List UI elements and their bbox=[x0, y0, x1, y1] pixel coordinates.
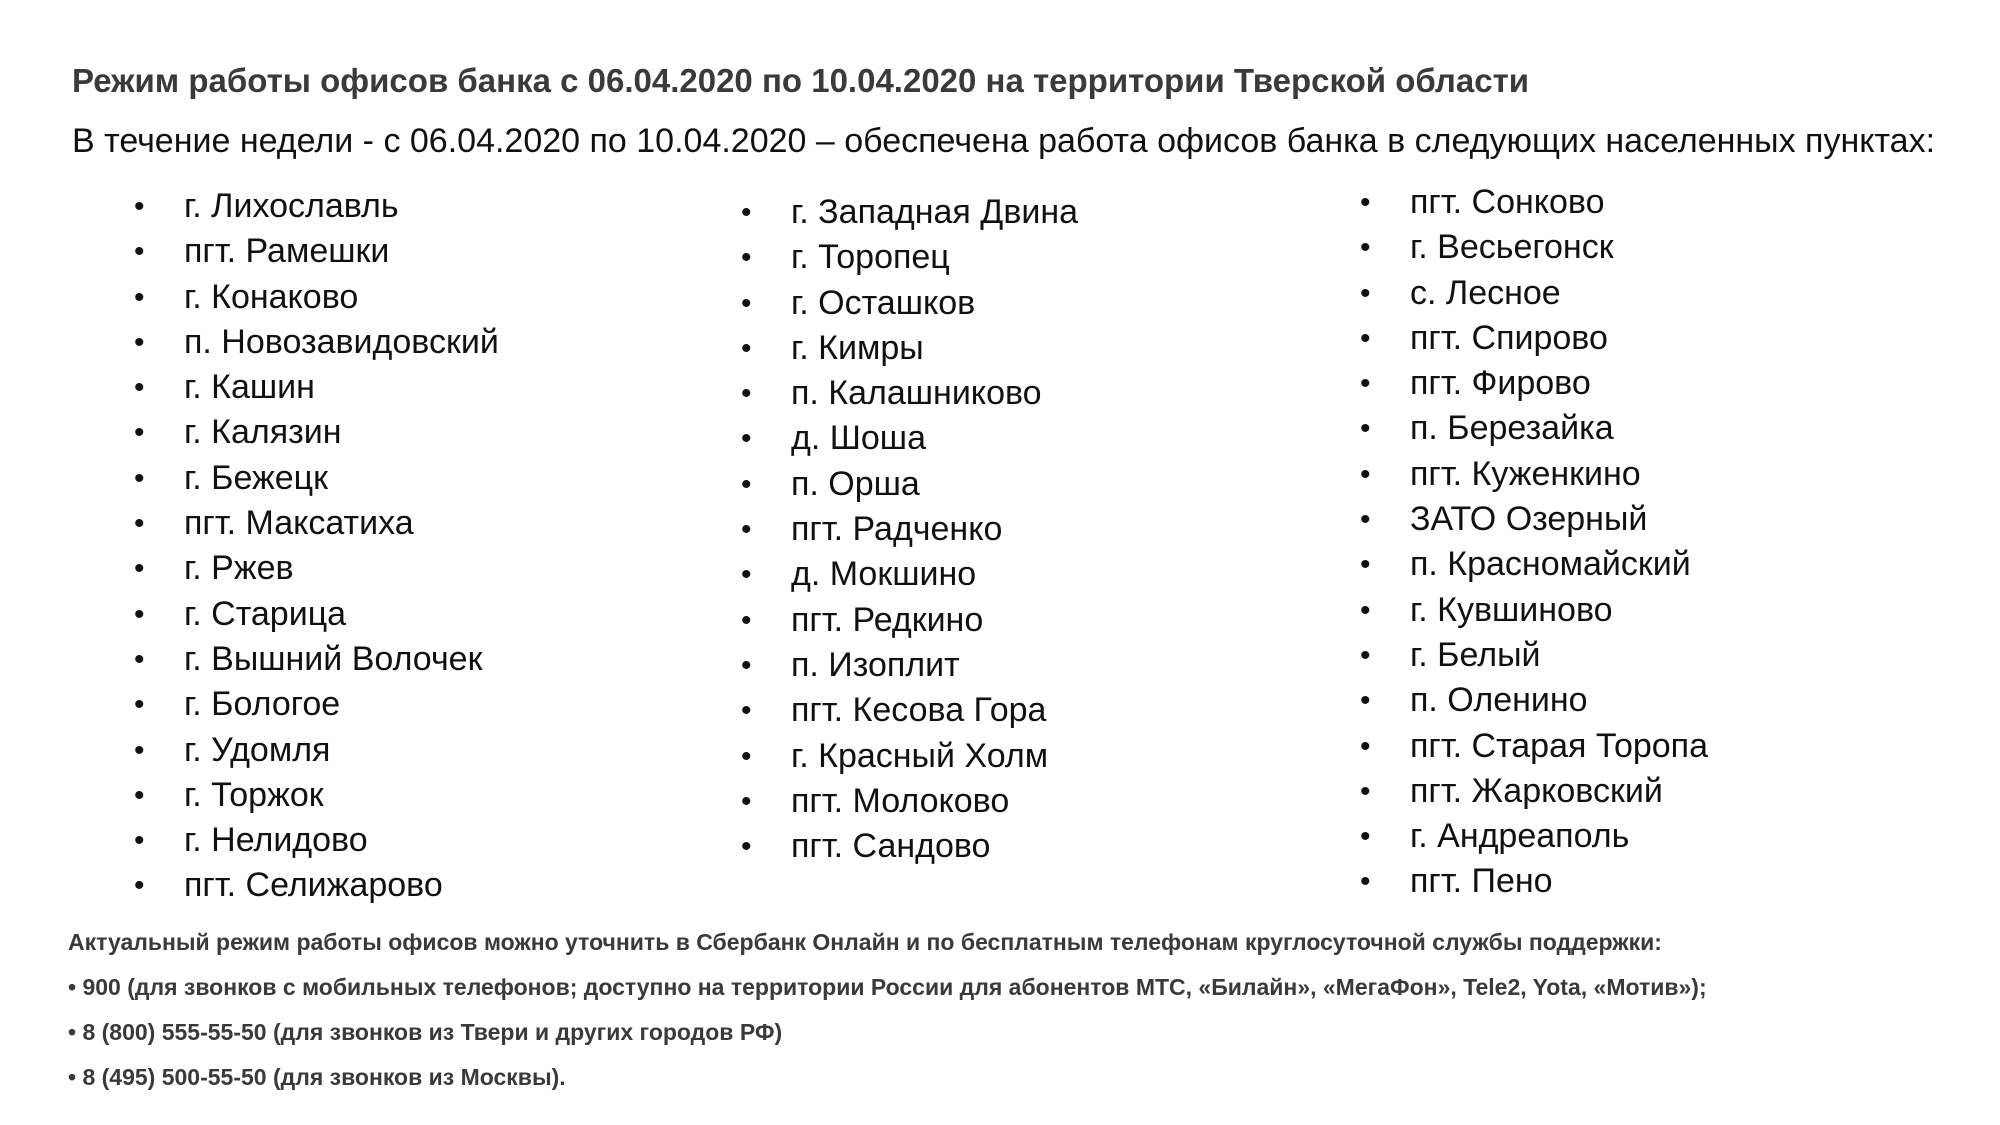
settlement-name: д. Мокшино bbox=[791, 555, 977, 594]
bullet-icon: • bbox=[134, 461, 145, 495]
list-item bbox=[741, 824, 1078, 869]
list-item bbox=[1360, 406, 1708, 451]
list-item bbox=[1360, 452, 1708, 497]
support-phone-900: • 900 (для звонков с мобильных телефонов; доступно на территории России для абонентов МТС, «Билайн», «МегаФон», Tele2, Yota, «Мотив»); bbox=[68, 974, 1707, 1000]
page-title: Режим работы офисов банка с 06.04.2020 по 10.04.2020 на территории Тверской области bbox=[72, 62, 1530, 99]
list-item bbox=[1360, 542, 1708, 587]
list-item bbox=[1360, 271, 1708, 316]
list-item bbox=[134, 773, 499, 818]
list-item bbox=[1360, 633, 1708, 678]
support-info bbox=[68, 924, 1707, 1104]
settlement-name: пгт. Сонково bbox=[1410, 183, 1605, 221]
settlement-name: г. Западная Двина bbox=[791, 193, 1079, 231]
list-item bbox=[1360, 361, 1708, 406]
settlement-name: пгт. Фирово bbox=[1410, 364, 1591, 403]
settlement-name: г. Нелидово bbox=[184, 821, 368, 860]
settlement-name: пгт. Куженкино bbox=[1410, 454, 1641, 493]
list-item bbox=[1360, 497, 1708, 542]
support-info-intro: Актуальный режим работы офисов можно уточнить в Сбербанк Онлайн и по бесплатным телефонам круглосуточной службы поддержки: bbox=[68, 929, 1662, 955]
settlement-name: г. Торжок bbox=[184, 775, 324, 814]
bullet-icon: • bbox=[741, 331, 752, 365]
bullet-icon: • bbox=[741, 603, 752, 637]
list-item bbox=[1360, 769, 1708, 814]
settlement-name: пгт. Рамешки bbox=[184, 232, 390, 271]
settlement-name: г. Старица bbox=[184, 594, 347, 633]
bullet-icon: • bbox=[134, 416, 145, 450]
settlement-name: г. Кимры bbox=[791, 328, 924, 367]
bullet-icon: • bbox=[1360, 231, 1371, 265]
settlement-name: пгт. Максатиха bbox=[184, 504, 414, 543]
bullet-icon: • bbox=[741, 513, 752, 547]
bullet-icon: • bbox=[741, 648, 752, 682]
bullet-icon: • bbox=[1360, 820, 1371, 854]
list-item bbox=[741, 326, 1078, 371]
list-item bbox=[741, 416, 1078, 461]
settlement-name: г. Вышний Волочек bbox=[184, 639, 483, 678]
list-item bbox=[741, 552, 1078, 597]
bullet-icon: • bbox=[741, 694, 752, 728]
bullet-icon: • bbox=[741, 784, 752, 818]
list-item bbox=[134, 410, 499, 455]
settlement-name: г. Весьегонск bbox=[1410, 228, 1614, 267]
settlement-name: пгт. Жарковский bbox=[1410, 771, 1663, 810]
bullet-icon: • bbox=[134, 280, 145, 314]
list-item bbox=[741, 371, 1078, 416]
list-item bbox=[134, 229, 499, 274]
settlement-name: п. Калашниково bbox=[791, 374, 1042, 413]
bullet-icon: • bbox=[741, 241, 752, 275]
list-item bbox=[741, 462, 1078, 507]
settlement-name: пгт. Радченко bbox=[791, 510, 1003, 549]
list-item bbox=[1360, 180, 1708, 225]
settlement-name: г. Белый bbox=[1410, 635, 1541, 674]
support-phone-8800: • 8 (800) 555-55-50 (для звонков из Твери и других городов РФ) bbox=[68, 1019, 783, 1045]
list-item bbox=[741, 643, 1078, 688]
bullet-icon: • bbox=[1360, 593, 1371, 627]
list-item bbox=[1360, 814, 1708, 859]
list-item bbox=[134, 592, 499, 637]
settlements-column-2 bbox=[741, 190, 1078, 869]
bullet-icon: • bbox=[1360, 367, 1371, 401]
list-item bbox=[741, 688, 1078, 733]
bullet-icon: • bbox=[134, 235, 145, 269]
settlement-name: пгт. Сандово bbox=[791, 827, 991, 866]
settlement-name: п. Новозавидовский bbox=[184, 322, 499, 361]
settlement-name: пгт. Молоково bbox=[791, 781, 1010, 820]
list-item bbox=[741, 507, 1078, 552]
bullet-icon: • bbox=[1360, 684, 1371, 718]
settlement-name: п. Красномайский bbox=[1410, 545, 1691, 584]
list-item bbox=[134, 637, 499, 682]
settlement-name: г. Лихославль bbox=[184, 187, 399, 225]
settlement-name: пгт. Редкино bbox=[791, 600, 984, 639]
settlements-column-3 bbox=[1360, 180, 1708, 905]
list-item bbox=[134, 818, 499, 863]
bullet-icon: • bbox=[741, 739, 752, 773]
bullet-icon: • bbox=[134, 824, 145, 858]
list-item bbox=[741, 779, 1078, 824]
bullet-icon: • bbox=[134, 642, 145, 676]
bullet-icon: • bbox=[1360, 774, 1371, 808]
list-item bbox=[1360, 678, 1708, 723]
list-item bbox=[741, 235, 1078, 280]
settlement-name: пгт. Пено bbox=[1410, 862, 1553, 901]
bullet-icon: • bbox=[134, 597, 145, 631]
list-item bbox=[1360, 588, 1708, 633]
bullet-icon: • bbox=[741, 422, 752, 456]
bullet-icon: • bbox=[1360, 276, 1371, 310]
bullet-icon: • bbox=[1360, 186, 1371, 219]
list-item bbox=[741, 598, 1078, 643]
settlement-name: пгт. Селижарово bbox=[184, 866, 443, 905]
list-item bbox=[134, 456, 499, 501]
settlement-name: п. Орша bbox=[791, 464, 920, 503]
list-item bbox=[134, 728, 499, 773]
list-item bbox=[1360, 316, 1708, 361]
bullet-icon: • bbox=[134, 552, 145, 586]
bullet-icon: • bbox=[741, 377, 752, 411]
settlement-name: пгт. Кесова Гора bbox=[791, 691, 1047, 730]
bullet-icon: • bbox=[134, 371, 145, 405]
list-item bbox=[741, 734, 1078, 779]
list-item bbox=[1360, 724, 1708, 769]
settlement-name: п. Березайка bbox=[1410, 409, 1614, 448]
settlement-name: г. Красный Холм bbox=[791, 736, 1049, 775]
settlement-name: ЗАТО Озерный bbox=[1410, 500, 1648, 539]
settlement-name: г. Кувшиново bbox=[1410, 590, 1613, 629]
list-item bbox=[134, 682, 499, 727]
settlement-name: г. Бологое bbox=[184, 685, 341, 724]
settlement-name: г. Осташков bbox=[791, 283, 976, 322]
list-item bbox=[741, 281, 1078, 326]
bullet-icon: • bbox=[741, 830, 752, 864]
bullet-icon: • bbox=[741, 558, 752, 592]
bullet-icon: • bbox=[134, 778, 145, 812]
list-item bbox=[741, 190, 1078, 235]
settlement-name: г. Кашин bbox=[184, 368, 315, 407]
bullet-icon: • bbox=[1360, 321, 1371, 355]
list-item bbox=[134, 275, 499, 320]
settlement-name: г. Ржев bbox=[184, 549, 294, 588]
bullet-icon: • bbox=[741, 467, 752, 501]
settlement-name: с. Лесное bbox=[1410, 273, 1561, 312]
settlement-name: п. Оленино bbox=[1410, 681, 1588, 720]
list-item bbox=[134, 546, 499, 591]
bullet-icon: • bbox=[741, 286, 752, 320]
list-item bbox=[134, 863, 499, 908]
bullet-icon: • bbox=[1360, 412, 1371, 446]
bullet-icon: • bbox=[1360, 503, 1371, 537]
bullet-icon: • bbox=[741, 196, 752, 229]
bullet-icon: • bbox=[134, 688, 145, 722]
list-item bbox=[134, 184, 499, 229]
settlement-name: г. Бежецк bbox=[184, 458, 328, 497]
settlement-name: г. Удомля bbox=[184, 730, 331, 769]
bullet-icon: • bbox=[134, 325, 145, 359]
support-phone-8495: • 8 (495) 500-55-50 (для звонков из Москвы). bbox=[68, 1064, 566, 1090]
list-item bbox=[1360, 859, 1708, 904]
list-item bbox=[1360, 225, 1708, 270]
bullet-icon: • bbox=[1360, 729, 1371, 763]
settlement-name: г. Конаково bbox=[184, 277, 359, 316]
bullet-icon: • bbox=[1360, 865, 1371, 899]
list-item bbox=[134, 501, 499, 546]
bullet-icon: • bbox=[134, 733, 145, 767]
list-item bbox=[134, 320, 499, 365]
intro-text: В течение недели - с 06.04.2020 по 10.04.2020 – обеспечена работа офисов банка в следующих населенных пунктах: bbox=[72, 122, 1936, 160]
settlements-column-1 bbox=[134, 184, 499, 909]
bullet-icon: • bbox=[134, 190, 145, 223]
list-item bbox=[134, 365, 499, 410]
bullet-icon: • bbox=[1360, 457, 1371, 491]
bullet-icon: • bbox=[134, 869, 145, 903]
settlement-name: г. Андреаполь bbox=[1410, 817, 1630, 856]
settlement-name: д. Шоша bbox=[791, 419, 926, 458]
bullet-icon: • bbox=[1360, 548, 1371, 582]
settlement-name: пгт. Старая Торопа bbox=[1410, 726, 1708, 765]
settlement-name: г. Торопец bbox=[791, 238, 950, 277]
bullet-icon: • bbox=[134, 507, 145, 541]
settlement-name: пгт. Спирово bbox=[1410, 318, 1608, 357]
settlement-name: г. Калязин bbox=[184, 413, 342, 452]
bullet-icon: • bbox=[1360, 638, 1371, 672]
settlement-name: п. Изоплит bbox=[791, 645, 960, 684]
